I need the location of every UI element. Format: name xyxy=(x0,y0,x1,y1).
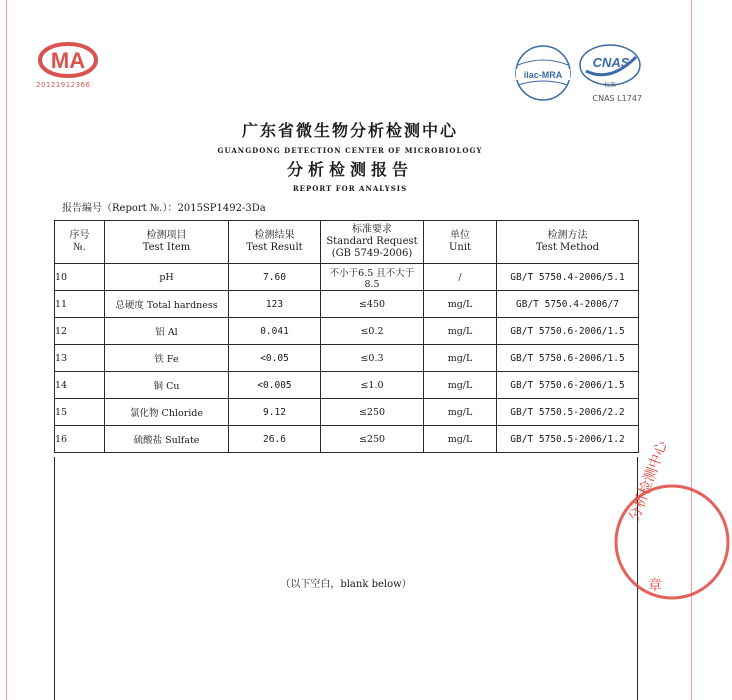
ma-code: 20121912366 xyxy=(36,81,91,89)
row-standard: ≤250 xyxy=(321,399,424,426)
row-no: 16 xyxy=(55,426,105,453)
row-unit: mg/L xyxy=(424,372,497,399)
row-unit: mg/L xyxy=(424,399,497,426)
row-result: 9.12 xyxy=(229,399,321,426)
row-result: 7.60 xyxy=(229,264,321,291)
row-item: pH xyxy=(105,264,229,291)
header-result: 检测结果 Test Result xyxy=(229,221,321,264)
report-title-cn: 分析检测报告 xyxy=(286,160,413,179)
table-row xyxy=(55,291,639,318)
row-standard: ≤1.0 xyxy=(321,372,424,399)
row-no: 11 xyxy=(55,291,105,318)
ilac-globe-icon xyxy=(513,43,573,103)
table-row xyxy=(55,399,639,426)
ma-mark-icon xyxy=(36,40,100,80)
official-stamp xyxy=(612,438,732,602)
row-no: 12 xyxy=(55,318,105,345)
cnas-code: CNAS L1747 xyxy=(592,94,642,103)
row-item: 铝 Al xyxy=(105,318,229,345)
blank-area xyxy=(54,457,638,700)
table-row xyxy=(55,426,639,453)
table-row xyxy=(55,264,639,291)
report-title-en: REPORT FOR ANALYSIS xyxy=(292,184,408,193)
row-no: 15 xyxy=(55,399,105,426)
header-item: 检测项目 Test Item xyxy=(105,221,229,264)
row-standard: ≤0.3 xyxy=(321,345,424,372)
table-row xyxy=(55,318,639,345)
row-item: 铜 Cu xyxy=(105,372,229,399)
institution-title-cn: 广东省微生物分析检测中心 xyxy=(241,121,458,140)
row-standard: ≤450 xyxy=(321,291,424,318)
row-no: 13 xyxy=(55,345,105,372)
row-method: GB/T 5750.6-2006/1.5 xyxy=(497,372,639,399)
cnas-logo xyxy=(578,43,642,103)
row-method: GB/T 5750.5-2006/2.2 xyxy=(497,399,639,426)
table-row xyxy=(55,372,639,399)
ma-logo xyxy=(36,40,106,89)
header-unit: 单位 Unit xyxy=(424,221,497,264)
row-unit: mg/L xyxy=(424,318,497,345)
row-result: 0.041 xyxy=(229,318,321,345)
row-unit: mg/L xyxy=(424,426,497,453)
report-number: 报告编号（Report №.）：2015SP1492-3Da xyxy=(62,203,266,214)
stamp-seal-icon xyxy=(612,438,732,602)
row-result: 26.6 xyxy=(229,426,321,453)
row-unit: mg/L xyxy=(424,291,497,318)
blank-below-note: （以下空白，blank below） xyxy=(280,579,412,590)
row-method: GB/T 5750.4-2006/5.1 xyxy=(497,264,639,291)
row-result: <0.005 xyxy=(229,372,321,399)
row-no: 10 xyxy=(55,264,105,291)
table-header-row xyxy=(55,221,639,264)
row-standard: 不小于6.5 且不大于 8.5 xyxy=(321,264,424,291)
header-no: 序号 №. xyxy=(55,221,105,264)
stamp-char: 章 xyxy=(648,578,662,594)
row-no: 14 xyxy=(55,372,105,399)
header-standard: 标准要求 Standard Request (GB 5749-2006) xyxy=(321,221,424,264)
row-item: 铁 Fe xyxy=(105,345,229,372)
ma-mark-text: MA xyxy=(50,48,86,73)
header-method: 检测方法 Test Method xyxy=(497,221,639,264)
stamp-text: 分析检测中心 xyxy=(626,438,671,524)
row-method: GB/T 5750.6-2006/1.5 xyxy=(497,345,639,372)
results-table xyxy=(54,220,639,453)
row-method: GB/T 5750.4-2006/7 xyxy=(497,291,639,318)
row-standard: ≤0.2 xyxy=(321,318,424,345)
cnas-sub: 校准 xyxy=(603,82,617,89)
cnas-label: CNAS xyxy=(592,55,630,70)
row-standard: ≤250 xyxy=(321,426,424,453)
ilac-label: ilac-MRA xyxy=(523,70,563,80)
institution-title-en: GUANGDONG DETECTION CENTER OF MICROBIOLOGY xyxy=(217,146,483,155)
row-unit: / xyxy=(424,264,497,291)
row-method: GB/T 5750.6-2006/1.5 xyxy=(497,318,639,345)
row-item: 硫酸盐 Sulfate xyxy=(105,426,229,453)
table-row xyxy=(55,345,639,372)
row-item: 总硬度 Total hardness xyxy=(105,291,229,318)
row-result: <0.05 xyxy=(229,345,321,372)
row-result: 123 xyxy=(229,291,321,318)
row-unit: mg/L xyxy=(424,345,497,372)
ilac-mra-logo xyxy=(513,43,573,103)
row-item: 氯化物 Chloride xyxy=(105,399,229,426)
cnas-mark-icon xyxy=(578,43,642,89)
row-method: GB/T 5750.5-2006/1.2 xyxy=(497,426,639,453)
